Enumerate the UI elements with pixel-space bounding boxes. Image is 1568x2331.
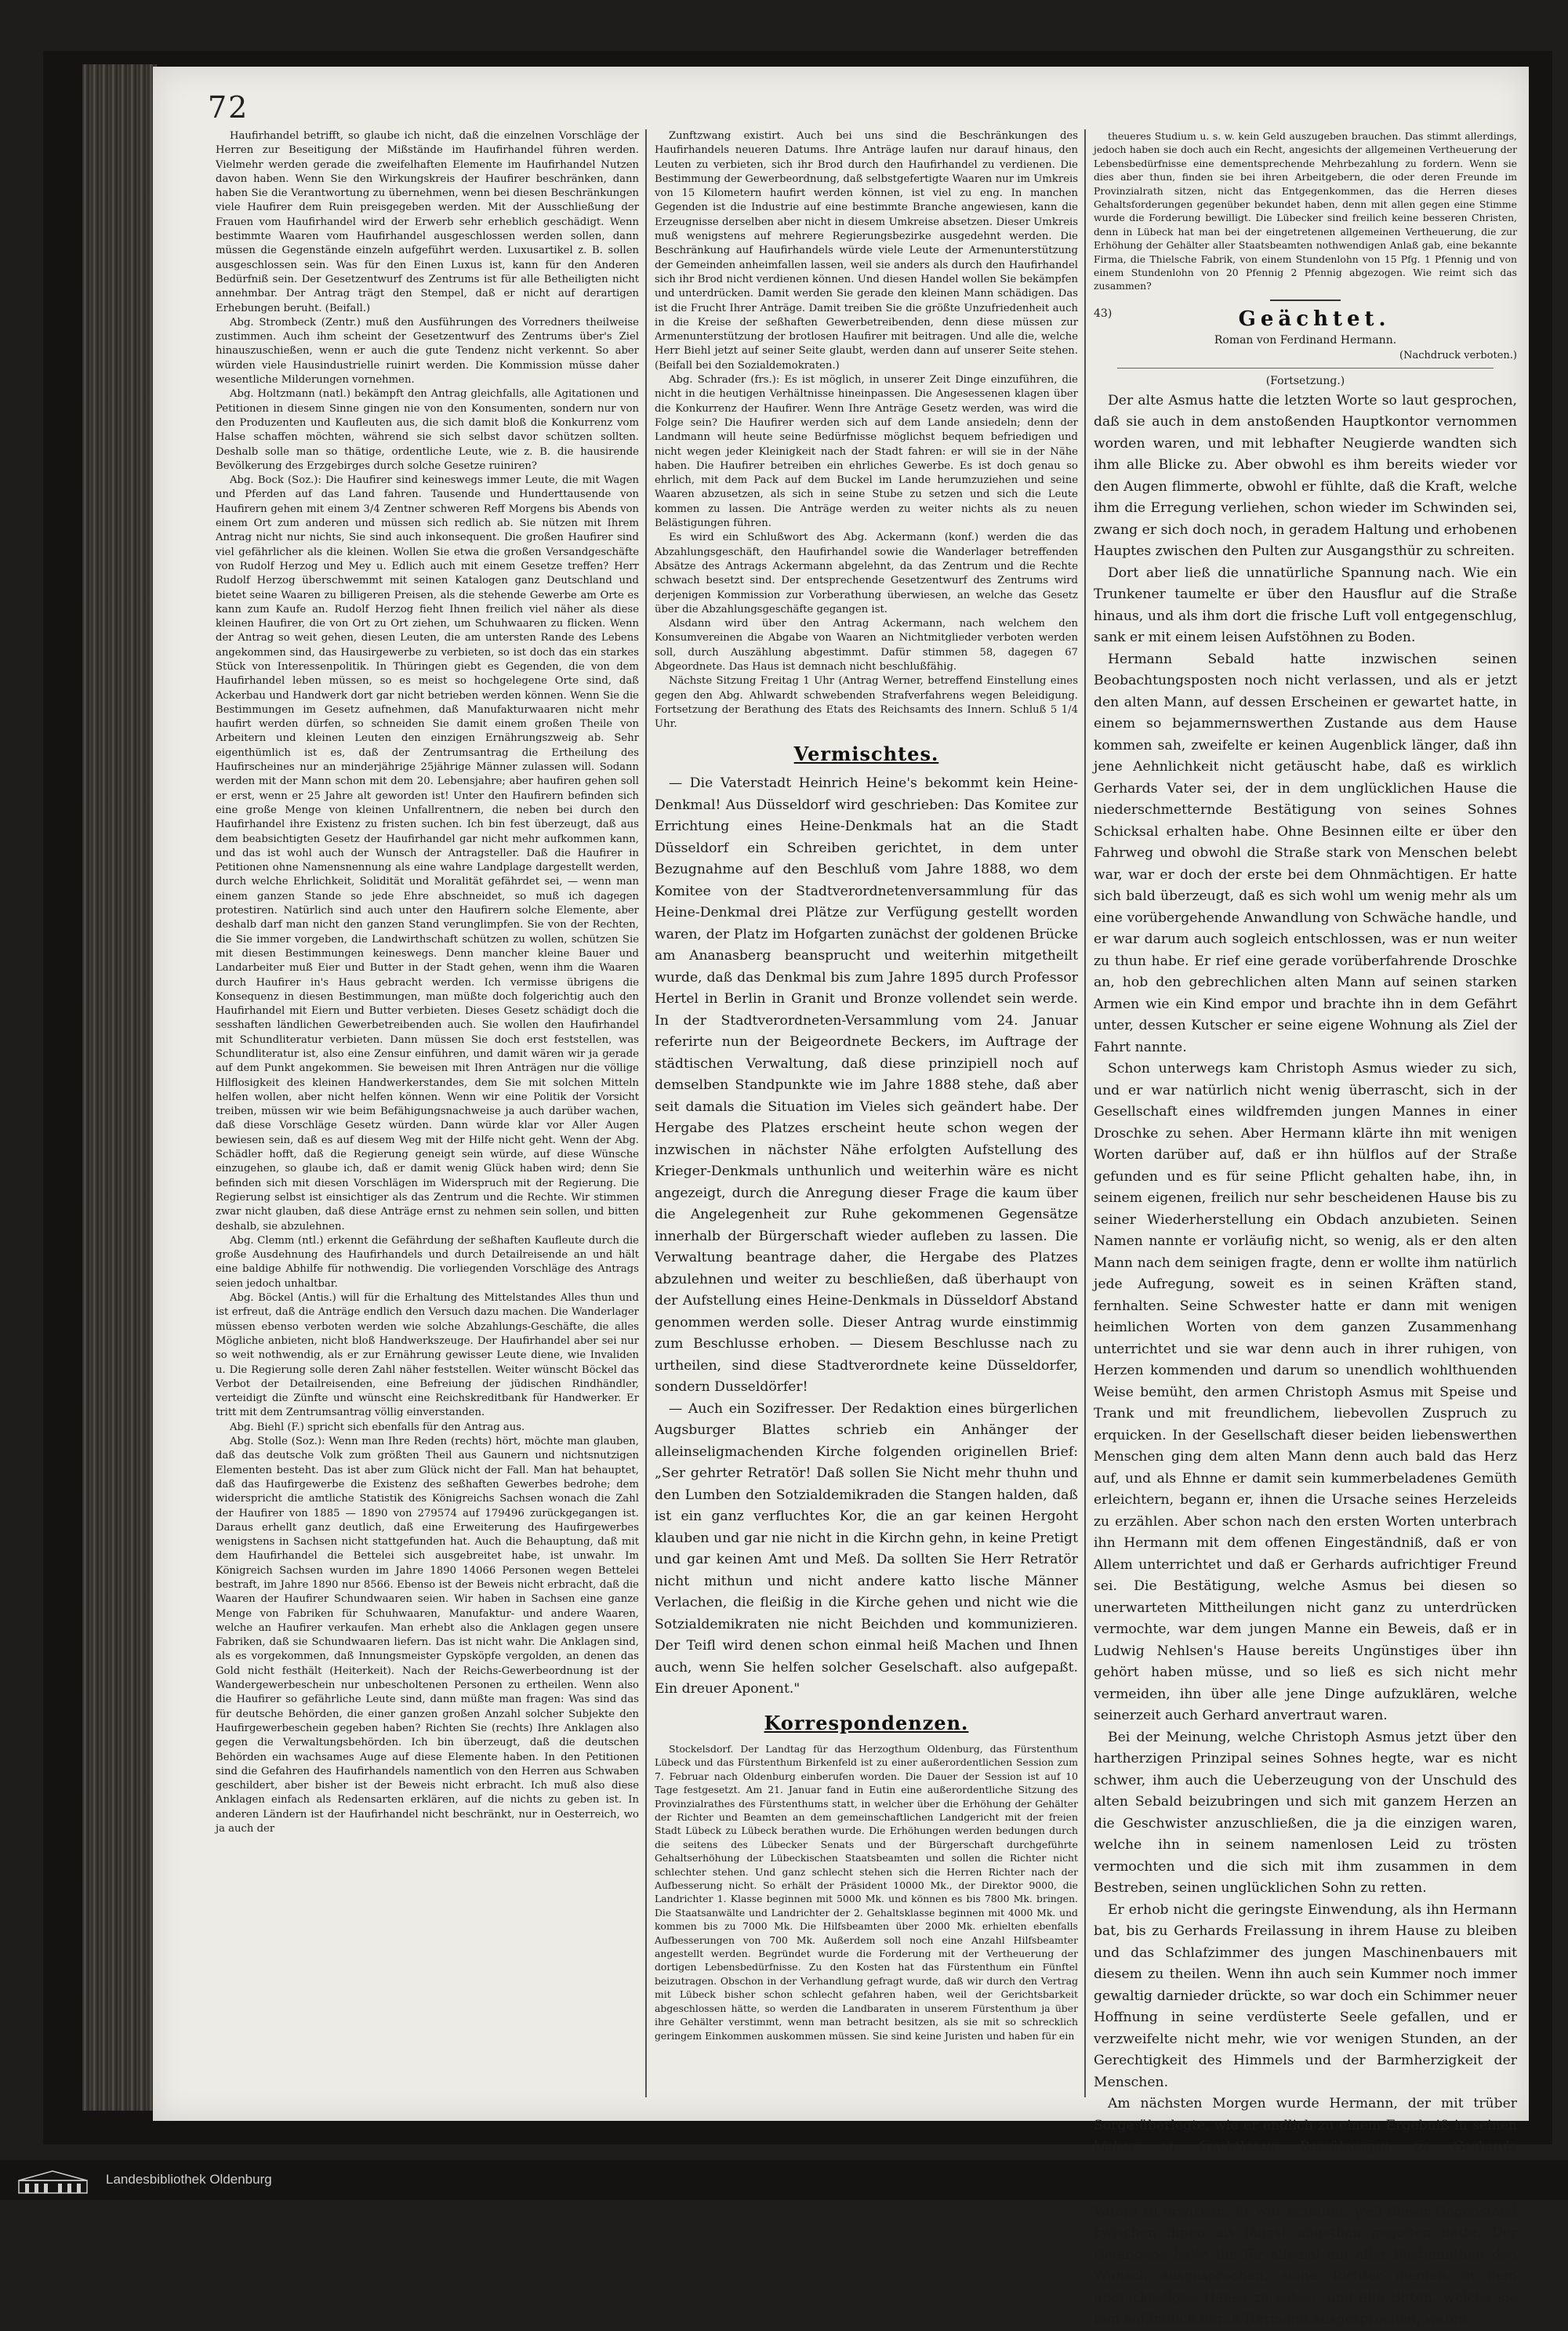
paragraph: Es wird ein Schlußwort des Abg. Ackermann (konf.) werden die das Abzahlungsgeschäft, den Haufirhandel sowie die Wanderlager betreffenden Absätze des Antrags Ackermann abgelehnt, da das Zentrum und die Rechte schwach besetzt sind. Der entsprechende Gesetzentwurf des Zentrums wird derjenigen Kommission zur Vorberathung überwiesen, an welche das Gesetz über die Abzahlungsgeschäfte gegangen ist. [655, 532, 1078, 615]
serial-copyright-note: (Nachdruck verboten.) [1399, 349, 1517, 361]
column-divider [1084, 129, 1086, 2097]
section-heading-vermischtes: Vermischtes. [793, 743, 939, 766]
paragraph: Am nächsten Morgen wurde Hermann, der mit trüber Sorge überlegte, wie er endlich zu einem Ergebniß in seinen bisher so fruchtlosen Bemühungen zu Gerhards Vaters zu erwirken. Er war erstaunt, weil dieser Gegenstand zwischen ihnen als längst abgethan gegolten hatte. Der Gefangene hatte ihn für allemal mit aller Bestimmtheit den Wunsch ausgesprochen, seine Tochter niemals in dem unglückseligen Hause zu sehen, und alle Bitten, welche sie ihm anfänglich durch Hermann ausgesprochen, waren [1094, 2096, 1517, 2328]
paragraph: Abg. Clemm (ntl.) erkennt die Gefährdung der seßhaften Kaufleute durch die große Ausdehnung des Haufirhandels und durch Detailreisende an und hält eine baldige Abhilfe für nothwendig. Die vorliegenden Vorschläge des Antrags seien jedoch unhaltbar. [216, 1234, 639, 1290]
paragraph: Er erhob nicht die geringste Einwendung, als ihn Hermann bat, bis zu Gerhards Freilassung in ihrem Hause zu bleiben und das Schlafzimmer des jungen Maschinenbauers mit diesem zu theilen. Wenn ihn auch sein Kummer noch immer gewaltig darnieder drückte, so war doch ein Schimmer neuer Hoffnung in seine verdüsterte Seele gefallen, und er verzweifelte nicht mehr, wie vor wenigen Stunden, an der Gerechtigkeit des Himmels und der Barmherzigkeit der Menschen. [1094, 1901, 1517, 2090]
serial-subtitle: Roman von Ferdinand Hermann. [1214, 333, 1397, 347]
library-building-icon [16, 2169, 90, 2195]
paragraph: Alsdann wird über den Antrag Ackermann, nach welchem den Konsumvereinen die Abgabe von Waaren an Nichtmitglieder verboten werden soll, durch Auszählung abgestimmt. Dafür stimmen 58, dagegen 67 Abgeordnete. Das Haus ist demnach nicht beschlußfähig. [655, 618, 1078, 673]
serial-number: 43) [1094, 307, 1112, 320]
paragraph: — Auch ein Sozifresser. Der Redaktion eines bürgerlichen Augsburger Blattes schrieb ein Anhänger der alleinseligmachenden Kirche folgenden originellen Brief: „Ser gehrter Retratör! Daß sollen Sie Nicht mehr thuhn und den Lumben den Sotzialdemikraden die Stangen halden, daß ist ein ganz verfluchtes Kor, die an gar keinen Hergoht klauben und gar nie nicht in die Kirchn gehn, in keine Pretigt und gar keinen Amt und Meß. Da sollten Sie Herr Retratör nicht mithun und nicht andere katto lische Männer Verlachen, die fleißig in die Kirche gehen und nicht wie die Sotzialdemikraten nie nicht Beichden und kommunizieren. Der Teifl wird denen schon einmal heiß Machen und Ihnen auch, wenn Sie helfen solcher Geselschaft. also aufgepaßt. Ein dreuer Aponent." [655, 1400, 1078, 1697]
paragraph: Haufirhandel betrifft, so glaube ich nicht, daß die einzelnen Vorschläge der Herren zur Beseitigung der Mißstände im Haufirhandel führen werden. Vielmehr werden gerade die zweifelhaften Elemente im Haufirhandel Nutzen davon haben. Wenn Sie den Wirkungskreis der Haufirer beschränken, dann haben Sie die Verantwortung zu übernehmen, wenn bei diesen Beschränkungen viele Haufirer dem Ruin preisgegeben werden. Mit der Ausschließung der Frauen vom Haufirhandel wird der Erwerb sehr erheblich geschädigt. Wenn bestimmte Waaren vom Haufirhandel ausgeschlossen werden sollen, dann müssen die Gegenstände einzeln aufgeführt werden. Luxusartikel z. B. sollen ausgeschlossen sein. Was für den Einen Luxus ist, kann für den Anderen Bedürfniß sein. Der Gesetzentwurf des Zentrums ist für alle Betheiligten nicht annehmbar. Der Antrag trägt den Stempel, daß er nicht auf derartigen Erhebungen beruht. (Beifall.) [216, 130, 639, 314]
paragraph: Zunftzwang existirt. Auch bei uns sind die Beschränkungen des Haufirhandels neueren Datums. Ihre Anträge laufen nur darauf hinaus, den Leuten zu verbieten, sich ihr Brod durch den Haufirhandel zu verdienen. Die Bestimmung der Gewerbeordnung, daß selbstgefertigte Waaren nur im Umkreis von 15 Kilometern haufirt werden können, ist viel zu eng. In manchen Gegenden ist die Industrie auf eine bestimmte Branche angewiesen, kann die Erzeugnisse derselben aber nicht in diesem Umkreise absetzen. Dieser Umkreis muß wenigstens auf mehrere Regierungsbezirke ausgedehnt werden. Die Beschränkung auf Haufirhandels würde viele Leute der Armenunterstützung der Gemeinden anheimfallen lassen, weil sie anders als durch den Haufirhandel sich ihr Brod nicht verdienen können. Und diesen Handel wollen Sie bekämpfen und unterdrücken. Damit werden Sie gerade den kleinen Mann schädigen. Das ist die Frucht Ihrer Anträge. Damit treiben Sie die größte Unzufriedenheit auch in die Kreise der seßhaften Gewerbetreibenden, denn diese müssen zur Armenunterstützung der brotlosen Haufirer mit beitragen. Und alle die, welche Herr Biehl jetzt auf seiner Seite glaubt, werden dann auf unserer Seite stehen. (Beifall bei den Sozialdemokraten.) [655, 130, 1078, 372]
library-footer [0, 2160, 1568, 2200]
paragraph: Abg. Holtzmann (natl.) bekämpft den Antrag gleichfalls, alle Agitationen und Petitionen in diesem Sinne gingen nie von den Konsumenten, sondern nur von den Produzenten und Kaufleuten aus, die sich damit bloß die Konkurrenz vom Halse schaffen möchten, während sie sich selbst davor schützen sollten. Deshalb solle man so thätige, ordentliche Leute, wie z. B. die hausirende Bevölkerung des Erzgebirges durch solche Gesetze ruiniren? [216, 388, 639, 472]
paragraph: Stockelsdorf. Der Landtag für das Herzogthum Oldenburg, das Fürstenthum Lübeck und das Fürstenthum Birkenfeld ist zu einer außerordentlichen Session zum 7. Februar nach Oldenburg einberufen worden. Die Dauer der Session ist auf 10 Tage festgesetzt. Am 21. Januar fand in Eutin eine außerordentliche Sitzung des Provinzialrathes des Fürstenthums statt, in welcher über die Erhöhung der Gehälter der Richter und Beamten an dem gemeinschaftlichen Landgericht mit der freien Stadt Lübeck zu Lübeck berathen wurde. Die Erhöhungen werden bedungen durch die seitens des Lübecker Senats und der Bürgerschaft durchgeführte Gehaltserhöhung der Lübeckischen Staatsbeamten und sollen die Richter nicht schlechter stehen. Und ganz schlecht stehen sich die Herren Richter nach der Aufbesserung nicht. So erhält der Präsident 10000 Mk., der Direktor 9000, die Landrichter 1. Klasse beginnen mit 5000 Mk. und können es bis 7800 Mk. bringen. Die Staatsanwälte und Landrichter der 2. Gehaltsklasse beginnen mit 4000 Mk. und kommen bis zu 7000 Mk. Die Hilfsbeamten über 2000 Mk. erhielten ebenfalls Aufbesserungen von 700 Mk. Außerdem soll noch eine Anzahl Hilfsbeamter angestellt werden. Begründet wurde die Forderung mit der Vertheuerung der dortigen Lebensbedürfnisse. Zu den Kosten hat das Fürstenthum ein Fünftel beizutragen. Obschon in der Verhandlung gefragt wurde, daß wir durch den Vertrag mit Lübeck bisher schon schlecht gefahren haben, weil der Gerichtsbarkeit abgeschlossen hätte, so werden die Landbaraten in unserem Fürstenthum ja über ihre Gehälter verstimmt, wenn man betracht besitzen, als sie mit so schrecklich geringem Einkommen auskommen müssen. Sie sind keine Juristen und haben für ein [655, 1742, 1078, 2042]
paragraph: Abg. Schrader (frs.): Es ist möglich, in unserer Zeit Dinge einzuführen, die nicht in die heutigen Verhältnisse hineinpassen. Die Angesessenen klagen über die Konkurrenz der Haufirer. Wenn Ihre Anträge Gesetz werden, was wird die Folge sein? Die Haufirer werden sich auf dem Lande ansiedeln; denn der Landmann will heute seine Bedürfnisse möglichst bequem befriedigen und nicht wegen jeder Kleinigkeit nach der Stadt fahren: er will sie in der Nähe haben. Die Haufirer betreiben ein ehrliches Gewerbe. Es ist doch genau so ehrlich, mit dem Pack auf dem Buckel im Lande herumzuziehen und seine Waaren abzusetzen, als sich in seine Stube zu setzen und sich die Leute kommen zu lassen. Die Anträge werden zu weiter nichts als zu neuen Belästigungen führen. [655, 374, 1078, 530]
paragraph: Der alte Asmus hatte die letzten Worte so laut gesprochen, daß sie auch in dem anstoßenden Hauptkontor vernommen worden waren, und mit lebhafter Neugierde wandten sich ihm alle Blicke zu. Aber obwohl es ihm bereits wieder vor den Augen flimmerte, obwohl er fühlte, daß die Kraft, welche ihm die Erregung verliehen, schon wieder im Schwinden sei, zwang er sich doch noch, in geradem Haltung und erhobenen Hauptes zwischen den Pulten zur Ausgangsthür zu schreiten. [1094, 392, 1517, 560]
serial-continuation: (Fortsetzung.) [1265, 374, 1345, 387]
paragraph: — Die Vaterstadt Heinrich Heine's bekommt kein Heine-Denkmal! Aus Düsseldorf wird geschrieben: Das Komitee zur Errichtung eines Heine-Denkmals hat an die Stadt Düsseldorf ein Schreiben gerichtet, in dem unter Bezugnahme auf den Beschluß vom Jahre 1888, wo dem Komitee von der Stadtverordnetenversammlung für das Heine-Denkmal drei Plätze zur Verfügung gestellt worden waren, der Platz im Hofgarten zunächst der goldenen Brücke am Ananasberg beansprucht und weiterhin mitgetheilt wurde, daß das Denkmal bis zum Jahre 1895 durch Professor Hertel in Berlin in Granit und Bronze vollendet sein werde. In der Stadtverordneten-Versammlung vom 24. Januar referirte nun der Beigeordnete Beckers, im Auftrage der städtischen Verwaltung, daß diese prinzipiell noch auf demselben Standpunkte wie im Jahre 1888 stehe, daß aber seit damals die Situation im Vieles sich geändert habe. Der Hergabe des Platzes erscheint heute schon wegen der inzwischen in nächster Nähe erfolgten Aufstellung des Krieger-Denkmals unthunlich und weiterhin wäre es nicht angezeigt, durch die Anregung dieser Frage die kaum über die Angelegenheit zur Ruhe gekommenen Gegensätze innerhalb der Bürgerschaft wieder aufleben zu lassen. Die Verwaltung beantrage daher, die Hergabe des Platzes abzulehnen und weiter zu beschließen, daß überhaupt von der Aufstellung eines Heine-Denkmals in Düsseldorf Abstand genommen werden solle. Dieser Antrag wurde einstimmig zum Beschlusse erhoben. — Diesem Beschlusse nach zu urtheilen, sind diese Stadtverordnete keine Düsseldorfer, sondern Dusseldörfer! [655, 775, 1078, 1396]
paragraph: Dort aber ließ die unnatürliche Spannung nach. Wie ein Trunkener taumelte er über den Hausflur auf die Straße hinaus, und als ihm dort die frische Luft voll entgegenschlug, sank er mit einem leisen Aufstöhnen zu Boden. [1094, 565, 1517, 646]
paragraph: Abg. Bock (Soz.): Die Haufirer sind keineswegs immer Leute, die mit Wagen und Pferden auf das Land fahren. Tausende und Hunderttausende von Haufirern gehen mit einem 3/4 Zentner schweren Reff Morgens bis Abends von einem Ort zum anderen und müssen sich redlich ab. Sie nützen mit Ihrem Antrag nicht nur nichts, Sie sind auch inkonsequent. Die großen Haufirer sind viel gefährlicher als die kleinen. Wollen Sie etwa die großen Versandgeschäfte von Rudolf Herzog und Mey u. Edlich auch mit einem Gesetze treffen? Herr Rudolf Herzog überschwemmt mit seinen Katalogen ganz Deutschland und bietet seine Waaren zu billigeren Preisen, als die stehende Gewerbe am Orte es kann zum Kaufe an. Rudolf Herzog fieht Ihnen freilich viel näher als diese kleinen Haufirer, die von Ort zu Ort ziehen, um Schuhwaaren zu flicken. Wenn der Antrag so weit gehen, diesen Leuten, die am untersten Rande des Lebens angekommen sind, das Hausirgewerbe zu verbieten, so ist doch das ein starkes Stück von Interessenpolitik. In Thüringen giebt es Gegenden, die von dem Haufirhandel leben müssen, so es meist so hochgelegene Orte sind, daß Ackerbau und Handwerk dort gar nicht betrieben werden können. Wenn Sie die Bestimmungen im Gesetz aufnehmen, daß Manufakturwaaren nicht mehr haufirt werden dürfen, so schneiden Sie damit einem großen Theile von Arbeitern und kleinen Leuten den einzigen Ernährungszweig ab. Sehr eigenthümlich ist es, daß der Zentrumsantrag die Ertheilung des Haufirscheines nur an minderjährige 25jährige Männer zulassen will. Sodann werden mit der Mann schon mit dem 20. Lebensjahre; aber haufiren gehen soll er erst, wenn er 25 Jahre alt geworden ist! Unter den Haufirern befinden sich eine große Menge von kleinen Unfallrentnern, die neben bei durch den Haufirhandel ihre Existenz zu fristen suchen. Ich bin fest überzeugt, daß aus dem beabsichtigten Gesetz der Haufirhandel gar nicht mehr aufkommen kann, und das ist wohl auch der Wunsch der Antragsteller. Daß die Haufirer in Petitionen ohne Namensnennung als eine wahre Landplage dargestellt werden, durch welche Ehrlichkeit, Solidität und Moralität gefährdet sei, — wenn man einem ganzen Stande so jede Ehre abschneidet, so muß ich dagegen protestiren. Natürlich sind auch unter den Haufirern solche Elemente, aber deshalb darf man nicht den ganzen Stand verunglimpfen. Sie von der Rechten, die Sie immer vorgeben, die Landwirthschaft schützen zu wollen, schützen Sie mit diesen Bestimmungen keineswegs. Denn mancher kleine Bauer und Landarbeiter muß Eier und Butter in der Stadt gehen, wenn ihm die Waaren durch Haufirer in's Haus gebracht werden. Ich vermisse übrigens die Konsequenz in diesen Bestimmungen, man müßte doch folgerichtig auch den Haufirhandel mit Eiern und Butter verbieten. Dieses Gesetz schädigt doch die sesshaften ländlichen Gewerbetreibenden auch. Sie wollen den Haufirhandel mit Schundliteratur verbieten. Dann müssen Sie doch erst feststellen, was Schundliteratur ist, also eine Zensur einführen, und damit wären wir ja gerade auf dem Punkt angekommen. Sie beweisen mit Ihren Anträgen nur die völlige Hilflosigkeit des kleinen Handwerkerstandes, dem Sie mit solchen Mitteln helfen wollen, aber nicht helfen können. Wenn wir eine Politik der Vorsicht treiben, müssen wir wie beim Befähigungsnachweise ja auch darüber wachen, daß diese Vorschläge Gesetz würden. Dann würde klar vor Aller Augen bewiesen sein, daß es auf diesem Weg mit der Hilfe nicht geht. Wenn der Abg. Schädler hofft, daß die Regierung geneigt sein würde, auf diese Wünsche einzugehen, so glaube ich, daß er damit wenig Glück haben wird; denn Sie befinden sich mit diesen Vorschlägen im Widerspruch mit der Regierung. Die Regierung selbst ist einsichtiger als das Zentrum und die Rechte. Wir stimmen zwar nicht glauben, daß diese Anträge ernst zu nehmen sein sollen, und bitten deshalb, sie abzulehnen. [216, 474, 639, 1233]
paragraph: Abg. Stolle (Soz.): Wenn man Ihre Reden (rechts) hört, möchte man glauben, daß das deutsche Volk zum größten Theil aus Gaunern und nichtsnutzigen Elementen besteht. Das ist aber zum Glück nicht der Fall. Man hat behauptet, daß das Haufirgewerbe die Existenz des seßhaften Gewerbes bedrohe; dem widerspricht die amtliche Statistik des Königreichs Sachsen wonach die Zahl der Haufirer von 1885 — 1890 von 279574 auf 179496 zurückgegangen ist. Daraus erhellt ganz deutlich, daß eine Erweiterung des Haufirgewerbes wenigstens in Sachsen nicht stattgefunden hat. Auch die Behauptung, daß mit dem Haufirhandel die Bettelei sich ausgebreitet habe, ist unwahr. Im Königreich Sachsen wurden im Jahre 1890 14066 Personen wegen Bettelei bestraft, im Jahre 1890 nur 8566. Ebenso ist der Beweis nicht erbracht, daß die Waaren der Haufirer Schundwaaren seien. Wir haben in Sachsen eine ganze Menge von Fabriken für Schuhwaaren, Manufaktur- und andere Waaren, welche an Haufirer verkaufen. Man erhebt also die Anklagen gegen unsere Fabriken, daß sie Schundwaaren liefern. Das ist nicht wahr. Die Anklagen sind, als es vorgekommen, daß Innungsmeister Gypsköpfe vergolden, an denen das Gold nicht festhält (Heiterkeit). Nach der Reichs-Gewerbeordnung ist der Wandergewerbeschein nur unbescholtenen Personen zu ertheilen. Wenn also die Haufirer so gefährliche Leute sind, dann müßte man fragen: Was sind das für deutsche Behörden, die einer ganzen großen Anzahl solcher Subjekte den Haufirgewerbeschein gegeben haben? Richten Sie (rechts) Ihre Anklagen also gegen die Verwaltungsbehörden. Ich bin überzeugt, daß die deutschen Behörden ein wachsames Auge auf diese Elemente haben. In den Petitionen sind die Gefahren des Haufirhandels namentlich von den Herren aus Schwaben geschildert, aber bisher ist der Beweis nicht erbracht. Ich muß also diese Anklagen einfach als Redensarten erklären, auf die nichts zu geben ist. In anderen Ländern ist der Haufirhandel nicht beschränkt, nur in Oesterreich, wo ja auch der [216, 1436, 639, 1835]
column-2 [655, 129, 1078, 2105]
paragraph: Bei der Meinung, welche Christoph Asmus jetzt über den hartherzigen Prinzipal seines Sohnes hegte, war es nicht schwer, ihm auch die Ueberzeugung von der Unschuld des alten Sebald beizubringen und sich mit ganzem Herzen an die Geschwister anzuschließen, die ja die einzigen waren, welche ihn in seinem namenlosen Leid zu trösten vermochten und die sich mit ihm zusammen in dem Bestreben, seinen unglücklichen Sohn zu retten. [1094, 1729, 1517, 1897]
paragraph: Abg. Strombeck (Zentr.) muß den Ausführungen des Vorredners theilweise zustimmen. Auch ihm scheint der Gesetzentwurf des Zentrums über's Ziel hinauszuschießen, wenn er auch die gute Tendenz nicht verkennt. So aber würden viele Hausindustrielle ruinirt werden. Die Kommission müsse daher wesentliche Milderungen vornehmen. [216, 316, 639, 387]
book-binding [82, 64, 157, 2111]
column-divider [645, 129, 647, 2097]
divider [1270, 300, 1341, 301]
paragraph: Hermann Sebald hatte inzwischen seinen Beobachtungsposten noch nicht verlassen, und als er jetzt den alten Mann, auf dessen Erscheinen er gewartet hatte, in einem so bejammernswerthen Zustande aus dem Hause kommen sah, zweifelte er keinen Augenblick länger, daß ihn jene Aehnlichkeit nicht getäuscht habe, daß es wirklich Gerhards Vater sei, der in dem unglücklichen Hause die niederschmetternde Bestätigung von seines Sohnes Schicksal erhalten habe. Ohne Besinnen eilte er über den Fahrweg und obwohl die Straße stark von Menschen belebt war, war er doch der erste bei dem Ohnmächtigen. Er hatte sich bald überzeugt, daß es sich wohl um wenig mehr als um eine vorübergehende Anwandlung von Schwäche handle, und er war darum auch sogleich entschlossen, was er nun weiter zu thun habe. Er rief eine gerade vorüberfahrende Droschke an, hob den gebrechlichen alten Mann auf seinen starken Armen wie ein Kind empor und brachte ihn in dem Gefährt unter, dessen Kutscher er seine eigene Wohnung als Ziel der Fahrt nannte. [1094, 651, 1517, 1055]
library-name: Landesbibliothek Oldenburg [106, 2172, 272, 2187]
paragraph: Abg. Biehl (F.) spricht sich ebenfalls für den Antrag aus. [230, 1421, 525, 1433]
column-3 [1094, 129, 1517, 2328]
paragraph: Nächste Sitzung Freitag 1 Uhr (Antrag Werner, betreffend Einstellung eines gegen den Abg. Ahlwardt schwebenden Strafverfahrens wegen Beleidigung. Fortsetzung der Berathung des Etats des Reichsamts des Innern. Schluß 5 1/4 Uhr. [655, 675, 1078, 731]
section-heading-korrespondenzen: Korrespondenzen. [764, 1711, 969, 1734]
serial-title: Geächtet. [1238, 307, 1391, 331]
divider [1117, 368, 1494, 369]
page-number: 72 [208, 90, 249, 125]
paragraph: Schon unterwegs kam Christoph Asmus wieder zu sich, und er war natürlich nicht wenig überrascht, sich in der Gesellschaft eines wildfremden jungen Mannes in einer Droschke zu sehen. Aber Hermann klärte ihn mit wenigen Worten darüber auf, daß er ihn hülflos auf der Straße gefunden und es für seine Pflicht gehalten habe, ihn, in seinem eigenen, freilich nur sehr bescheidenen Hause bis zu seiner Wiederherstellung ein Obdach anzubieten. Seinen Namen nannte er vorläufig nicht, so wenig, als er den alten Mann nach dem seinigen fragte, denn er wollte ihm natürlich jede Aufregung, soweit es in seinen Kräften stand, fernhalten. Seine Schwester hatte er dann mit wenigen heimlichen Worten von dem ganzen Zusammenhang unterrichtet und sie war denn auch in ihrer ruhigen, von Herzen kommenden und darum so unendlich wohlthuenden Weise bemüht, den armen Christoph Asmus mit Speise und Trank und mit freundlichem, liebevollen Zuspruch zu erquicken. In der Gesellschaft dieser beiden liebenswerthen Menschen ging dem alten Mann denn auch bald das Herz auf, und als Ehnne er damit sein kummerbeladenes Gemüth erleichtern, begann er, ihnen die Ursache seines Herzeleids zu erzählen. Aber schon nach den ersten Worten unterbrach ihn Hermann mit dem offenen Eingeständniß, daß er von Allem unterrichtet und daß er Gerhards aufrichtiger Freund sei. Die Bestätigung, welche Asmus bei diesen so unerwarteten Mittheilungen nicht ganz zu unterdrücken vermochte, war dem jungen Manne ein Beweis, daß er in Ludwig Nehlsen's Hause bereits Ungünstiges über ihn gehört haben müsse, und so ließ es sich nicht mehr vermeiden, ihn über alle jene Dinge aufzuklären, welche seinerzeit auch Gerhard anvertraut waren. [1094, 1061, 1517, 1724]
serial-header [1094, 307, 1517, 331]
column-1 [216, 129, 639, 2105]
paragraph: Abg. Böckel (Antis.) will für die Erhaltung des Mittelstandes Alles thun und ist erfreut, daß die Anträge endlich den Versuch dazu machen. Die Wanderlager müssen ebenso verboten werden wie solche Abzahlungs-Geschäfte, die alles Mögliche anbieten, nicht bloß Handwerkszeuge. Der Haufirhandel aber sei nur so weit nothwendig, als er zur Ernährung gewisser Leute diene, wie Invaliden u. Die Regierung solle deren Zahl näher feststellen. Weiter wünscht Böckel das Verbot der Detailreisenden, eine Befreiung der jüdischen Rindhändler, verteidigt die Zünfte und wünscht eine Reichskreditbank für Handwerker. Er tritt mit dem Zentrumsantrag völlig einverstanden. [216, 1292, 639, 1419]
paragraph: theueres Studium u. s. w. kein Geld auszugeben brauchen. Das stimmt allerdings, jedoch haben sie doch auch ein Recht, angesichts der allgemeinen Vertheuerung der Lebensbedürfnisse eine dementsprechende Mehrbezahlung zu fordern. Wenn sie dies aber thun, finden sie bei ihren Arbeitgebern, die oder deren Freunde im Provinzialrath sitzen, nicht das Entgegenkommen, das die Herren dieses Gehaltsforderungen gegenüber bekundet haben, denn mit allen gegen eine Stimme wurde die Forderung bewilligt. Die Lübecker sind freilich keine besseren Christen, denn in Lübeck hat man bei der eingetretenen allgemeinen Vertheuerung, die zur Erhöhung der Gehälter aller Staatsbeamten nothwendigen Anlaß gab, eine bekannte Firma, die Thielsche Fabrik, von einem Stundenlohn von 15 Pfg. 1 Pfennig und von einem Stundenlohn von 20 Pfennig 2 Pfennig abgezogen. Wie reimt sich das zusammen? [1094, 130, 1517, 292]
